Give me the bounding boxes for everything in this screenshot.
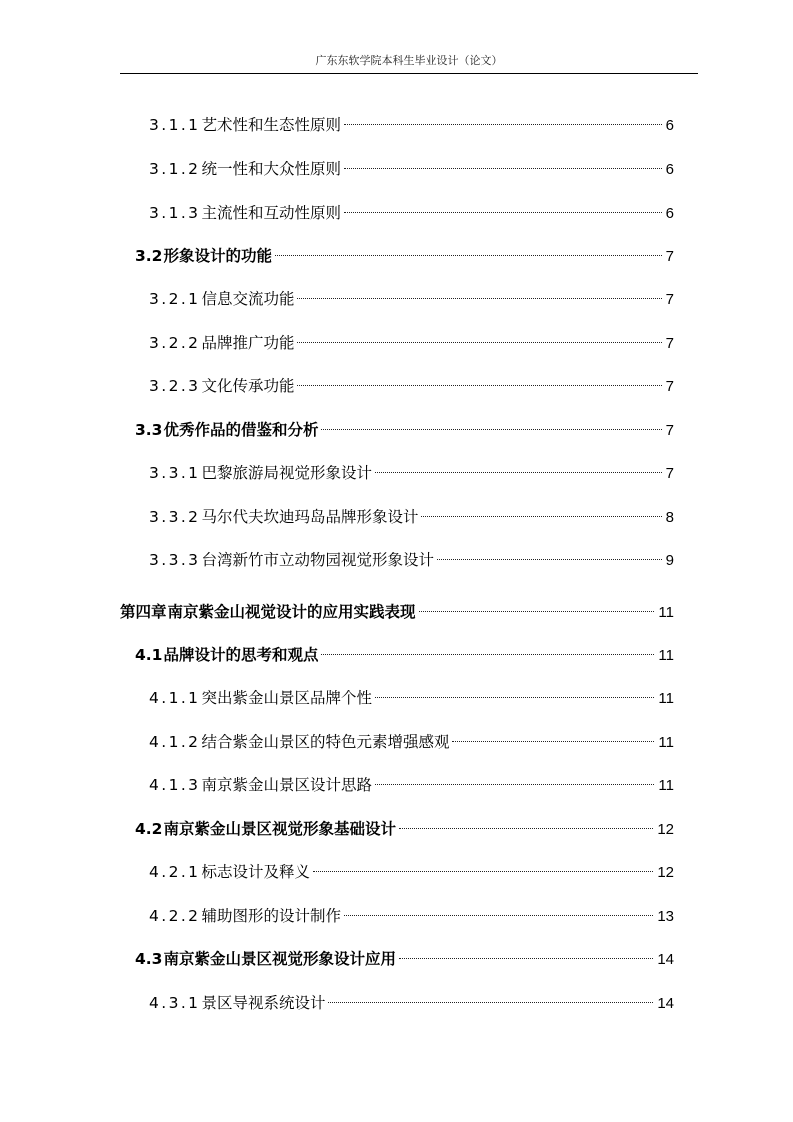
toc-entry-4-1[interactable] [135,636,674,664]
toc-entry-number: 4.2 [135,820,163,838]
dot-leader [344,106,662,130]
toc-entry-3-3-2[interactable] [149,498,674,526]
toc-entry-3-3-1[interactable] [149,454,674,482]
toc-entry-page: 14 [657,995,674,1012]
dot-leader [452,723,654,747]
toc-entry-3-1-1[interactable] [149,106,674,134]
toc-entry-title: 标志设计及释义 [201,863,310,881]
dot-leader [328,984,653,1008]
toc-entry-4-3[interactable] [135,940,674,968]
toc-entry-3-2-1[interactable] [149,280,674,308]
toc-entry-title: 艺术性和生态性原则 [201,116,341,134]
toc-entry-number: 3.1.1 [149,116,201,134]
toc-entry-number: 3.2.1 [149,290,201,308]
toc-entry-title: 信息交流功能 [201,290,295,308]
dot-leader [321,636,654,660]
toc-entry-page: 11 [658,690,674,707]
toc-entry-3-1-2[interactable] [149,150,674,178]
toc-entry-page: 7 [665,248,674,265]
toc-entry-title: 品牌设计的思考和观点 [163,646,319,664]
toc-entry-4-2-1[interactable] [149,853,674,881]
toc-entry-page: 9 [665,552,674,569]
toc-entry-page: 7 [665,335,674,352]
dot-leader [313,853,653,877]
toc-entry-title: 景区导视系统设计 [201,994,326,1012]
toc-entry-number: 第四章 [120,603,167,621]
toc-entry-4-1-2[interactable] [149,723,674,751]
toc-entry-number: 3.3.1 [149,464,201,482]
toc-entry-title: 巴黎旅游局视觉形象设计 [201,464,372,482]
toc-entry-title: 文化传承功能 [201,377,295,395]
page-header: 广东东软学院本科生毕业设计（论文） [315,54,503,67]
toc-entry-number: 4.1.3 [149,776,201,794]
toc-entry-4-3-1[interactable] [149,984,674,1012]
toc-entry-title: 辅助图形的设计制作 [201,907,341,925]
toc-entry-page: 12 [657,821,674,838]
dot-leader [297,324,661,348]
toc-entry-4-1-1[interactable] [149,679,674,707]
toc-entry-page: 6 [665,161,674,178]
dot-leader [399,940,653,964]
toc-entry-4-1-3[interactable] [149,766,674,794]
dot-leader [375,454,662,478]
toc-entry-title: 南京紫金山景区设计思路 [201,776,372,794]
toc-entry-page: 8 [665,509,674,526]
toc-entry-number: 3.2.3 [149,377,201,395]
dot-leader [321,411,661,435]
dot-leader [344,897,653,921]
toc-entry-number: 3.3.2 [149,508,201,526]
toc-entry-title: 品牌推广功能 [201,334,295,352]
toc-entry-4-2-2[interactable] [149,897,674,925]
toc-entry-number: 4.1.1 [149,689,201,707]
toc-entry-number: 4.3 [135,950,163,968]
toc-entry-number: 4.2.2 [149,907,201,925]
dot-leader [419,593,655,617]
toc-entry-3-3[interactable] [135,411,674,439]
toc-entry-number: 3.3 [135,421,163,439]
toc-entry-title: 南京紫金山景区视觉形象基础设计 [163,820,396,838]
toc-entry-page: 7 [665,291,674,308]
toc-entry-title: 形象设计的功能 [163,247,272,265]
toc-entry-page: 11 [658,734,674,751]
toc-entry-3-2-2[interactable] [149,324,674,352]
toc-entry-number: 3.1.2 [149,160,201,178]
toc-entry-number: 3.3.3 [149,551,201,569]
toc-entry-3-2[interactable] [135,237,674,265]
toc-entry-page: 7 [665,378,674,395]
toc-entry-title: 南京紫金山景区视觉形象设计应用 [163,950,396,968]
toc-entry-title: 优秀作品的借鉴和分析 [163,421,319,439]
toc-entry-page: 11 [658,604,674,621]
toc-entry-page: 13 [657,908,674,925]
toc-entry-title: 统一性和大众性原则 [201,160,341,178]
toc-entry-3-3-3[interactable] [149,541,674,569]
toc-entry-number: 4.2.1 [149,863,201,881]
toc-entry-title: 突出紫金山景区品牌个性 [201,689,372,707]
toc-entry-number: 3.2.2 [149,334,201,352]
toc-entry-title: 南京紫金山视觉设计的应用实践表现 [167,603,416,621]
toc-entry-title: 台湾新竹市立动物园视觉形象设计 [201,551,434,569]
toc-entry-page: 7 [665,422,674,439]
toc-entry-chapter-4[interactable] [120,593,674,621]
toc-entry-number: 4.3.1 [149,994,201,1012]
toc-entry-3-1-3[interactable] [149,194,674,222]
dot-leader [275,237,662,261]
dot-leader [399,810,653,834]
toc-entry-number: 4.1.2 [149,733,201,751]
toc-entry-3-2-3[interactable] [149,367,674,395]
dot-leader [375,679,654,703]
dot-leader [375,766,654,790]
toc-entry-number: 3.2 [135,247,163,265]
toc-entry-title: 马尔代夫坎迪玛岛品牌形象设计 [201,508,419,526]
toc-entry-page: 14 [657,951,674,968]
toc-entry-number: 3.1.3 [149,204,201,222]
toc-entry-title: 结合紫金山景区的特色元素增强感观 [201,733,450,751]
dot-leader [421,498,661,522]
toc-entry-page: 6 [665,117,674,134]
toc-entry-page: 7 [665,465,674,482]
dot-leader [297,367,661,391]
toc-entry-4-2[interactable] [135,810,674,838]
toc-entry-number: 4.1 [135,646,163,664]
dot-leader [344,150,662,174]
dot-leader [344,194,662,218]
toc-entry-page: 11 [658,777,674,794]
toc-entry-page: 12 [657,864,674,881]
dot-leader [437,541,662,565]
toc-entry-title: 主流性和互动性原则 [201,204,341,222]
dot-leader [297,280,661,304]
toc-entry-page: 11 [658,647,674,664]
toc-entry-page: 6 [665,205,674,222]
